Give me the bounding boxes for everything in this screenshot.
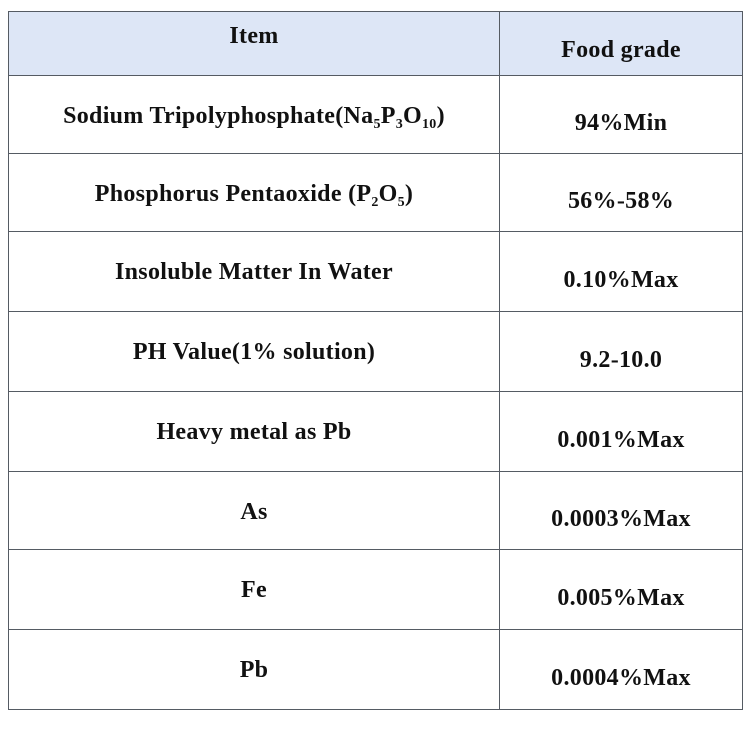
table-row bbox=[9, 154, 743, 232]
table-row bbox=[9, 232, 743, 312]
header-item-label: Item bbox=[229, 22, 279, 49]
header-item bbox=[9, 12, 500, 76]
value-label: 56%-58% bbox=[567, 187, 675, 214]
value-cell bbox=[500, 550, 743, 630]
item-label: PH Value(1% solution) bbox=[132, 339, 376, 365]
item-cell bbox=[9, 76, 500, 154]
table-row bbox=[9, 392, 743, 472]
item-cell bbox=[9, 232, 500, 312]
table-row bbox=[9, 312, 743, 392]
value-cell bbox=[500, 392, 743, 472]
item-label: Pb bbox=[239, 657, 269, 683]
item-cell bbox=[9, 392, 500, 472]
header-food-grade bbox=[500, 12, 743, 76]
value-label: 94%Min bbox=[574, 109, 668, 136]
table-row bbox=[9, 76, 743, 154]
item-text: ) bbox=[404, 181, 414, 207]
value-cell bbox=[500, 630, 743, 710]
subscript: 3 bbox=[395, 117, 404, 132]
value-cell bbox=[500, 76, 743, 154]
value-label: 9.2-10.0 bbox=[579, 346, 663, 373]
item-label bbox=[94, 181, 414, 210]
header-food-grade-label: Food grade bbox=[561, 36, 681, 63]
table-row bbox=[9, 472, 743, 550]
item-cell bbox=[9, 312, 500, 392]
item-label: Fe bbox=[241, 577, 267, 603]
value-label: 0.005%Max bbox=[557, 584, 685, 611]
item-label bbox=[63, 103, 445, 132]
header-row bbox=[9, 12, 743, 76]
subscript: 10 bbox=[422, 117, 437, 132]
item-text: P bbox=[380, 103, 396, 129]
value-cell bbox=[500, 154, 743, 232]
table-row bbox=[9, 550, 743, 630]
value-label: 0.10%Max bbox=[563, 266, 679, 293]
item-label: As bbox=[240, 499, 268, 525]
item-text: O bbox=[378, 181, 398, 207]
item-text: Sodium Tripolyphosphate(Na bbox=[63, 103, 374, 129]
subscript: 2 bbox=[371, 195, 379, 210]
subscript: 5 bbox=[373, 117, 381, 132]
item-text: O bbox=[403, 103, 422, 129]
subscript: 5 bbox=[397, 195, 405, 210]
item-label: Insoluble Matter In Water bbox=[115, 259, 393, 285]
value-cell bbox=[500, 232, 743, 312]
value-label: 0.0004%Max bbox=[551, 664, 691, 691]
item-text: ) bbox=[436, 103, 445, 129]
item-label: Heavy metal as Pb bbox=[156, 419, 352, 445]
item-cell bbox=[9, 154, 500, 232]
specification-table bbox=[8, 11, 743, 710]
item-cell bbox=[9, 550, 500, 630]
item-cell bbox=[9, 472, 500, 550]
value-label: 0.0003%Max bbox=[551, 505, 691, 532]
item-cell bbox=[9, 630, 500, 710]
value-cell bbox=[500, 472, 743, 550]
table-row bbox=[9, 630, 743, 710]
item-text: Phosphorus Pentaoxide (P bbox=[94, 181, 372, 207]
value-label: 0.001%Max bbox=[557, 426, 685, 453]
value-cell bbox=[500, 312, 743, 392]
